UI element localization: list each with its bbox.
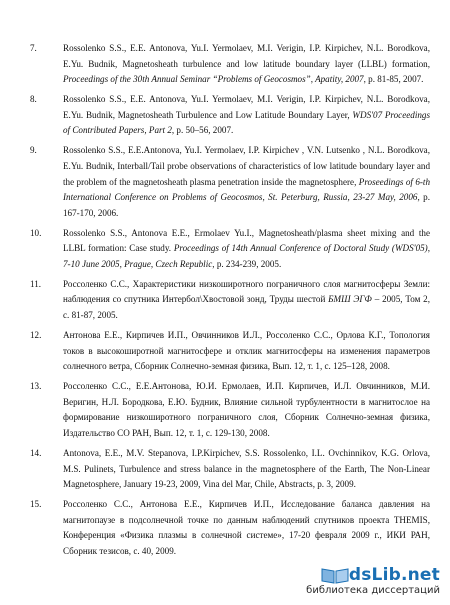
- reference-item: [30, 328, 430, 375]
- reference-item: [30, 446, 430, 493]
- reference-list: [30, 41, 430, 564]
- reference-pages: , p. 50–56, 2007.: [171, 125, 234, 136]
- reference-source: Proceedings of 14th Annual Conference of Doctoral Study (WDS'05), 7-10 June 2005, Prague, Czech Republic: [63, 243, 430, 269]
- reference-text: Rossolenko S.S., Antonova E.E., Ermolaev Yu.I., Magnetosheath/plasma sheet mixing and the LLBL formation: Case study.: [63, 227, 430, 254]
- reference-item: [30, 497, 430, 559]
- reference-number: 10.: [30, 227, 42, 238]
- reference-pages: – 2005, Том 2, с. 81-87, 2005.: [63, 294, 431, 321]
- reference-number: 9.: [30, 145, 37, 156]
- reference-text: Антонова Е.Е., Кирпичев И.П., Овчинников И.Л., Россоленко С.С., Орлова К.Г., Топология токов в высокоширотной магнитосфере и отклик магнитосферы на изменения параметров солнечного ветра, Сборник Солнечно-земная физика, Вып. 12, т. 1, с. 125–128, 2008.: [63, 330, 430, 372]
- reference-item: [30, 143, 430, 221]
- reference-pages: , p. 167-170, 2006.: [63, 192, 430, 218]
- reference-number: 12.: [30, 330, 42, 341]
- reference-text: Россоленко С.С., Характеристики низкоширотного пограничного слоя магнитосферы Земли: наблюдения со спутника Интербол\Хвостовой зонд, Труды шестой: [63, 278, 430, 305]
- watermark-site-main: dsLib: [348, 565, 401, 585]
- reference-source: Proceedings of the 30th Annual Seminar “Problems of Geocosmos”, Apatity, 2007: [63, 74, 364, 85]
- reference-text: Rossolenko S.S., E.E. Antonova, Yu.I. Yermolaev, M.I. Verigin, I.P. Kirpichev, N.L. Borodkova, E.Yu. Budnik, Magnetosheath turbulence and low latitude boundary layer (LLBL) formation,: [63, 43, 430, 69]
- watermark-caption: библиотека диссертаций: [306, 585, 440, 596]
- reference-pages: , p. 234-239, 2005.: [212, 258, 282, 269]
- reference-text: Rossolenko S.S., E.E. Antonova, Yu.I. Yermolaev, M.I. Verigin, I.P. Kirpichev, N.L. Borodkova, E.Yu. Budnik, Magnetosheath Turbulence and Low Latitude Boundary Layer,: [63, 94, 430, 120]
- reference-item: [30, 41, 430, 88]
- site-watermark[interactable]: [306, 565, 444, 601]
- reference-source: WDS'07 Proceedings of Contributed Papers, Part 2: [63, 109, 431, 136]
- reference-source: Proseedings of 6-th International Conference on Problems of Geocosmos, St. Peterburg, Russia, 23-27 May, 2006: [63, 176, 430, 203]
- reference-number: 15.: [30, 499, 42, 510]
- reference-number: 14.: [30, 447, 42, 458]
- reference-number: 13.: [30, 381, 42, 392]
- reference-source: БМШ ЭГФ: [328, 294, 372, 305]
- reference-text: Россоленко С.С., Антонова Е.Е., Кирпичев И.П., Исследование баланса давления на магнитопаузе в подсолнечной точке по данным наблюдений спутников проекта THEMIS, Конференция «Физика плазмы в солнечной системе», 17-20 февраля 2009 г., ИКИ РАН, Сборник тезисов, с. 40, 2009.: [63, 499, 430, 556]
- watermark-site-name: [349, 565, 440, 585]
- reference-item: [30, 92, 430, 139]
- reference-item: [30, 379, 430, 441]
- reference-text: Россоленко С.С., Е.Е.Антонова, Ю.И. Ермолаев, И.П. Кирпичев, И.Л. Овчинников, М.И. Веригин, Н.Л. Бородкова, Е.Ю. Будник, Влияние сильной турбулентности в магнитослое на формирование низкоширотного пограничного слоя, Сборник Солнечно-земная физика, Издательство СО РАН, Вып. 12, т. 1, с. 129-130, 2008.: [63, 381, 430, 438]
- reference-text: Antonova, E.E., M.V. Stepanova, I.P.Kirpichev, S.S. Rossolenko, I.L. Ovchinnikov, K.G. Orlova, M.S. Pulinets, Turbulence and stress balance in the magnetosphere of the Earth, The Non-Linear Magnetosphere, January 19-23, 2009, Vina del Mar, Chile, Abstracts, p. 3, 2009.: [63, 447, 430, 490]
- reference-text: Rossolenko S.S., E.E.Antonova, Yu.I. Yermolaev, I.P. Kirpichev , V.N. Lutsenko , N.L. Borodkova, E.Yu. Budnik, Interball/Tail probe observations of characteristics of low latitude boundary layer and the problem of the magnetosheath plasma penetration inside the magnetosphere,: [63, 145, 430, 187]
- reference-item: [30, 277, 430, 324]
- reference-number: 8.: [30, 94, 37, 105]
- reference-number: 7.: [30, 43, 37, 53]
- book-logo-icon: [320, 565, 350, 585]
- reference-pages: , p. 81-85, 2007.: [363, 74, 424, 85]
- watermark-site-tld: .net: [400, 565, 440, 585]
- reference-item: [30, 226, 430, 273]
- reference-number: 11.: [30, 278, 42, 289]
